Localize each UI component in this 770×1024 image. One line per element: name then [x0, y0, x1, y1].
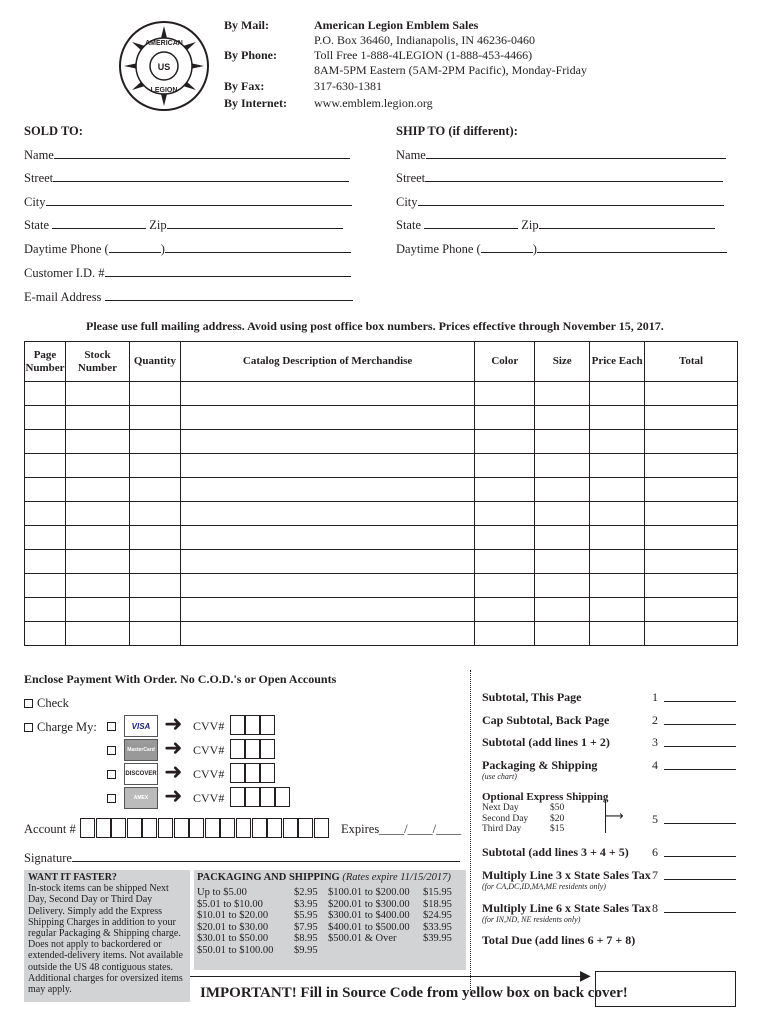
shipping-chart-cell: $7.95	[294, 921, 318, 933]
price-each-cell[interactable]	[590, 526, 645, 550]
total-cell[interactable]	[645, 454, 738, 478]
shipping-chart-cell: $39.95	[423, 933, 452, 944]
discover-cvv-box-2[interactable]	[245, 763, 260, 783]
price-each-cell[interactable]	[590, 454, 645, 478]
shipping-chart-cell: $30.01 to $50.00	[197, 933, 269, 944]
subtotal-lines-1-2-label: Subtotal (add lines 1 + 2)	[482, 735, 610, 749]
total-cell[interactable]	[645, 574, 738, 598]
size-cell[interactable]	[535, 622, 590, 646]
stock-number-cell[interactable]	[65, 454, 129, 478]
internet-value: www.emblem.legion.org	[314, 96, 433, 110]
discover-card-icon: DISCOVER	[124, 763, 158, 785]
stock-number-cell[interactable]	[65, 574, 129, 598]
total-cell[interactable]	[645, 502, 738, 526]
quantity-cell[interactable]	[129, 478, 180, 502]
american-legion-emblem	[118, 20, 210, 112]
source-code-box[interactable]	[595, 971, 736, 1007]
sold-to-state-label: State	[24, 218, 49, 232]
size-cell[interactable]	[535, 526, 590, 550]
page-number-cell[interactable]	[25, 550, 66, 574]
page-number-cell[interactable]	[25, 622, 66, 646]
line-6-number: 6	[652, 845, 658, 859]
visa-card-icon: VISA	[124, 715, 158, 737]
account-digit-box[interactable]	[127, 818, 142, 838]
price-each-cell[interactable]	[590, 478, 645, 502]
check-checkbox[interactable]	[24, 699, 33, 708]
stock-number-cell[interactable]	[65, 382, 129, 406]
size-cell[interactable]	[535, 454, 590, 478]
description-cell[interactable]	[180, 430, 474, 454]
shipping-chart-cell: $20.01 to $30.00	[197, 921, 269, 933]
account-digit-box[interactable]	[142, 818, 157, 838]
sold-to-city-field[interactable]	[24, 195, 352, 210]
account-digit-box[interactable]	[267, 818, 282, 838]
ship-to-heading: SHIP TO (if different):	[396, 124, 518, 138]
express-shipping-heading: Optional Express Shipping	[482, 791, 609, 803]
express-price: $50	[550, 803, 565, 813]
shipping-chart-cell: $50.01 to $100.00	[197, 944, 274, 956]
description-cell[interactable]	[180, 454, 474, 478]
color-cell[interactable]	[475, 502, 535, 526]
discover-cvv-label: CVV#	[193, 767, 225, 781]
mastercard-card-icon: MasterCard	[124, 739, 158, 761]
email-label: E-mail Address	[24, 290, 102, 304]
account-digit-box[interactable]	[314, 818, 329, 838]
check-label: Check	[37, 696, 69, 710]
size-cell[interactable]	[535, 550, 590, 574]
table-row	[25, 430, 738, 454]
table-row	[25, 574, 738, 598]
page-number-cell[interactable]	[25, 478, 66, 502]
phone-line1: Toll Free 1-888-4LEGION (1-888-453-4466)	[314, 48, 533, 62]
sold-to-phone-field[interactable]	[24, 242, 351, 257]
multiply-line-3-note: (for CA,DC,ID,MA,ME residents only)	[482, 882, 606, 891]
line-7-number: 7	[652, 868, 658, 882]
check-option[interactable]	[24, 696, 69, 711]
signature-field[interactable]	[24, 851, 460, 866]
size-cell[interactable]	[535, 502, 590, 526]
ship-to-phone-field[interactable]	[396, 242, 727, 257]
sold-to-heading: SOLD TO:	[24, 124, 83, 138]
shipping-chart-cell: $3.95	[294, 898, 318, 910]
shipping-chart-note: (Rates expire 11/15/2017)	[342, 872, 451, 883]
line-8-field[interactable]	[664, 912, 736, 913]
page-number-cell[interactable]	[25, 406, 66, 430]
page-number-cell[interactable]	[25, 454, 66, 478]
header-price-each: Price Each	[590, 342, 645, 382]
sold-to-name-label: Name	[24, 148, 54, 162]
stock-number-cell[interactable]	[65, 622, 129, 646]
express-price: $15	[550, 824, 565, 834]
header-description: Catalog Description of Merchandise	[180, 342, 474, 382]
stock-number-cell[interactable]	[65, 526, 129, 550]
shipping-chart-cell: $10.01 to $20.00	[197, 910, 269, 921]
mastercard-cvv-box-2[interactable]	[245, 739, 260, 759]
page-number-cell[interactable]	[25, 502, 66, 526]
subtotal-lines-3-4-5-label: Subtotal (add lines 3 + 4 + 5)	[482, 845, 629, 859]
total-cell[interactable]	[645, 526, 738, 550]
shipping-ranges-col2	[328, 887, 410, 945]
table-row	[25, 526, 738, 550]
total-cell[interactable]	[645, 478, 738, 502]
arrow-right-icon: ⟶	[605, 809, 624, 824]
by-mail-label: By Mail:	[224, 18, 269, 32]
size-cell[interactable]	[535, 598, 590, 622]
visa-cvv-box-1[interactable]	[230, 715, 245, 735]
shipping-chart-cell: $200.01 to $300.00	[328, 898, 410, 910]
stock-number-cell[interactable]	[65, 406, 129, 430]
arrow-right-icon: ➜	[164, 736, 183, 761]
page-number-cell[interactable]	[25, 574, 66, 598]
account-digit-box[interactable]	[189, 818, 204, 838]
important-notice: IMPORTANT! Fill in Source Code from yellow box on back cover!	[200, 985, 628, 1001]
ship-to-zip-label: Zip	[521, 218, 539, 232]
description-cell[interactable]	[180, 382, 474, 406]
arrow-right-icon: ➜	[164, 760, 183, 785]
email-field[interactable]	[24, 290, 353, 305]
line-5-number: 5	[652, 812, 658, 826]
color-cell[interactable]	[475, 454, 535, 478]
shipping-chart-cell: $500.01 & Over	[328, 933, 397, 944]
multiply-line-6-note: (for IN,ND, NE residents only)	[482, 915, 581, 924]
express-shipping-table	[482, 803, 564, 835]
sold-to-name-field[interactable]	[24, 148, 350, 163]
quantity-cell[interactable]	[129, 454, 180, 478]
stock-number-cell[interactable]	[65, 430, 129, 454]
customer-id-label: Customer I.D. #	[24, 266, 105, 280]
account-digit-box[interactable]	[158, 818, 173, 838]
discover-cvv-box-1[interactable]	[230, 763, 245, 783]
quantity-cell[interactable]	[129, 574, 180, 598]
description-cell[interactable]	[180, 502, 474, 526]
by-internet-label: By Internet:	[224, 96, 287, 110]
arrow-right-icon: ▶	[580, 968, 591, 984]
stock-number-cell[interactable]	[65, 550, 129, 574]
color-cell[interactable]	[475, 526, 535, 550]
arrow-right-icon: ➜	[164, 784, 183, 809]
color-cell[interactable]	[475, 598, 535, 622]
price-each-cell[interactable]	[590, 430, 645, 454]
line-5-field[interactable]	[664, 823, 736, 824]
shipping-chart-cell: Up to $5.00	[197, 887, 247, 898]
size-cell[interactable]	[535, 406, 590, 430]
shipping-chart-cell: $8.95	[294, 933, 318, 944]
multiply-line-6-label: Multiply Line 6 x State Sales Tax	[482, 901, 651, 915]
table-row	[25, 406, 738, 430]
shipping-chart-cell: $2.95	[294, 887, 318, 898]
expires-field[interactable]: Expires____/____/____	[341, 822, 462, 836]
table-row	[25, 382, 738, 406]
color-cell[interactable]	[475, 478, 535, 502]
account-digit-box[interactable]	[298, 818, 313, 838]
amex-cvv-box-3[interactable]	[260, 787, 275, 807]
quantity-cell[interactable]	[129, 382, 180, 406]
express-label: Next Day	[482, 803, 519, 813]
amex-card-icon: AMEX	[124, 787, 158, 809]
total-cell[interactable]	[645, 622, 738, 646]
price-each-cell[interactable]	[590, 502, 645, 526]
ship-to-state-label: State	[396, 218, 421, 232]
shipping-chart-cell: $9.95	[294, 944, 318, 956]
by-fax-label: By Fax:	[224, 79, 265, 93]
sold-to-city-label: City	[24, 195, 46, 209]
table-row	[25, 550, 738, 574]
ship-to-street-field[interactable]	[396, 171, 723, 186]
description-cell[interactable]	[180, 478, 474, 502]
account-digit-box[interactable]	[252, 818, 267, 838]
express-label: Third Day	[482, 824, 522, 834]
mastercard-cvv-box-1[interactable]	[230, 739, 245, 759]
size-cell[interactable]	[535, 430, 590, 454]
express-row-second-day	[482, 814, 564, 825]
svg-text:AMERICAN: AMERICAN	[145, 40, 183, 47]
svg-text:US: US	[157, 62, 171, 72]
mail-line1: American Legion Emblem Sales	[314, 18, 479, 32]
order-table	[24, 341, 738, 646]
shipping-prices-col2	[423, 887, 452, 945]
shipping-chart-cell: $18.95	[423, 898, 452, 910]
table-row	[25, 622, 738, 646]
shipping-prices-col1	[294, 887, 318, 956]
signature-label: Signature	[24, 851, 72, 865]
color-cell[interactable]	[475, 550, 535, 574]
ship-to-name-label: Name	[396, 148, 426, 162]
stock-number-cell[interactable]	[65, 478, 129, 502]
shipping-chart-cell: $5.95	[294, 910, 318, 921]
sold-to-zip-label: Zip	[149, 218, 167, 232]
color-cell[interactable]	[475, 382, 535, 406]
by-phone-label: By Phone:	[224, 48, 278, 62]
color-cell[interactable]	[475, 406, 535, 430]
ship-to-city-field[interactable]	[396, 195, 724, 210]
size-cell[interactable]	[535, 382, 590, 406]
express-price: $20	[550, 813, 565, 824]
line-8-number: 8	[652, 901, 658, 915]
description-cell[interactable]	[180, 526, 474, 550]
account-digit-box[interactable]	[96, 818, 111, 838]
customer-id-field[interactable]	[24, 266, 351, 281]
description-cell[interactable]	[180, 574, 474, 598]
page-number-cell[interactable]	[25, 430, 66, 454]
header-page-number: Page Number	[25, 342, 66, 382]
shipping-chart-heading	[197, 872, 451, 883]
sold-to-phone-close: )	[160, 242, 165, 256]
total-due-label: Total Due (add lines 6 + 7 + 8)	[482, 933, 636, 947]
price-each-cell[interactable]	[590, 406, 645, 430]
price-each-cell[interactable]	[590, 574, 645, 598]
description-cell[interactable]	[180, 550, 474, 574]
line-2-number: 2	[652, 713, 658, 727]
total-cell[interactable]	[645, 430, 738, 454]
amex-cvv-box-4[interactable]	[275, 787, 290, 807]
cap-subtotal-label: Cap Subtotal, Back Page	[482, 713, 610, 727]
amex-cvv-label: CVV#	[193, 791, 225, 805]
total-cell[interactable]	[645, 406, 738, 430]
shipping-chart-cell: $24.95	[423, 910, 452, 921]
express-row-next-day	[482, 803, 564, 814]
visa-cvv-box-2[interactable]	[245, 715, 260, 735]
price-each-cell[interactable]	[590, 382, 645, 406]
line-4-field[interactable]	[664, 769, 736, 770]
want-it-faster-box	[24, 870, 190, 1002]
line-4-number: 4	[652, 758, 658, 772]
discover-cvv-box-3[interactable]	[260, 763, 275, 783]
visa-cvv-label: CVV#	[193, 719, 225, 733]
quantity-cell[interactable]	[129, 430, 180, 454]
header-stock-number: Stock Number	[65, 342, 129, 382]
total-cell[interactable]	[645, 598, 738, 622]
quantity-cell[interactable]	[129, 502, 180, 526]
table-row	[25, 502, 738, 526]
description-cell[interactable]	[180, 598, 474, 622]
header-size: Size	[535, 342, 590, 382]
color-cell[interactable]	[475, 622, 535, 646]
quantity-cell[interactable]	[129, 550, 180, 574]
shipping-chart-cell: $33.95	[423, 921, 452, 933]
line-3-number: 3	[652, 735, 658, 749]
mastercard-cvv-label: CVV#	[193, 743, 225, 757]
page-number-cell[interactable]	[25, 526, 66, 550]
multiply-line-3-label: Multiply Line 3 x State Sales Tax	[482, 868, 651, 882]
fax-value: 317-630-1381	[314, 79, 382, 93]
stock-number-cell[interactable]	[65, 598, 129, 622]
color-cell[interactable]	[475, 574, 535, 598]
header-color: Color	[475, 342, 535, 382]
table-row	[25, 478, 738, 502]
table-row	[25, 454, 738, 478]
total-cell[interactable]	[645, 382, 738, 406]
price-each-cell[interactable]	[590, 622, 645, 646]
charge-checkbox[interactable]	[24, 723, 33, 732]
amex-cvv-box-2[interactable]	[245, 787, 260, 807]
mastercard-checkbox[interactable]	[107, 746, 116, 755]
quantity-cell[interactable]	[129, 406, 180, 430]
payment-heading: Enclose Payment With Order. No C.O.D.'s or Open Accounts	[24, 672, 337, 686]
color-cell[interactable]	[475, 430, 535, 454]
account-digit-box[interactable]	[205, 818, 220, 838]
account-label: Account #	[24, 822, 76, 836]
account-digit-box[interactable]	[236, 818, 251, 838]
table-row	[25, 598, 738, 622]
section-divider	[470, 670, 471, 990]
mail-line2: P.O. Box 36460, Indianapolis, IN 46236-0460	[314, 33, 535, 47]
arrow-right-icon: ➜	[164, 712, 183, 737]
price-each-cell[interactable]	[590, 598, 645, 622]
address-notice: Please use full mailing address. Avoid using post office box numbers. Prices effective through November 15, 2017.	[86, 319, 664, 333]
description-cell[interactable]	[180, 406, 474, 430]
shipping-chart-cell: $15.95	[423, 887, 452, 898]
want-it-faster-heading: WANT IT FASTER?	[28, 872, 117, 883]
shipping-chart	[194, 870, 466, 970]
visa-checkbox[interactable]	[107, 722, 116, 731]
amex-checkbox[interactable]	[107, 794, 116, 803]
shipping-chart-cell: $300.01 to $400.00	[328, 910, 410, 921]
line-6-field[interactable]	[664, 856, 736, 857]
packaging-shipping-label: Packaging & Shipping	[482, 758, 598, 772]
svg-text:LEGION: LEGION	[150, 87, 178, 94]
line-1-number: 1	[652, 690, 658, 704]
ship-to-state-zip-field[interactable]	[396, 218, 715, 233]
account-digit-box[interactable]	[80, 818, 95, 838]
subtotal-this-page-label: Subtotal, This Page	[482, 690, 582, 704]
phone-line2: 8AM-5PM Eastern (5AM-2PM Pacific), Monday-Friday	[314, 63, 587, 77]
quantity-cell[interactable]	[129, 526, 180, 550]
shipping-chart-cell: $400.01 to $500.00	[328, 921, 410, 933]
packaging-shipping-note: (use chart)	[482, 772, 517, 781]
line-7-field[interactable]	[664, 879, 736, 880]
express-row-third-day	[482, 824, 564, 835]
account-digit-box[interactable]	[111, 818, 126, 838]
express-label: Second Day	[482, 813, 529, 824]
price-each-cell[interactable]	[590, 550, 645, 574]
sold-to-state-zip-field[interactable]	[24, 218, 343, 233]
account-digit-box[interactable]	[283, 818, 298, 838]
header-total: Total	[645, 342, 738, 382]
ship-to-name-field[interactable]	[396, 148, 726, 163]
sold-to-phone-label: Daytime Phone (	[24, 242, 109, 256]
account-digit-box[interactable]	[220, 818, 235, 838]
shipping-chart-cell: $5.01 to $10.00	[197, 898, 263, 910]
shipping-chart-cell: $100.01 to $200.00	[328, 887, 410, 898]
important-arrow-line	[190, 976, 585, 977]
ship-to-phone-label: Daytime Phone (	[396, 242, 481, 256]
ship-to-phone-close: )	[532, 242, 537, 256]
size-cell[interactable]	[535, 478, 590, 502]
shipping-ranges-col1	[197, 887, 273, 956]
total-cell[interactable]	[645, 550, 738, 574]
quantity-cell[interactable]	[129, 598, 180, 622]
want-it-faster-body: In-stock items can be shipped Next Day, Second Day or Third Day Delivery. Simply add the Express Shipping Charges in addition to your regular Packaging & Shipping charge. Does not apply to backordered or extended-delivery items. Not available outside the US 48 contiguous states. Additional charges for oversized items may apply.	[28, 883, 183, 996]
line-3-field[interactable]	[664, 746, 736, 747]
ship-to-street-label: Street	[396, 171, 426, 185]
order-table-header-row	[25, 342, 738, 382]
mastercard-cvv-box-3[interactable]	[260, 739, 275, 759]
page-number-cell[interactable]	[25, 382, 66, 406]
description-cell[interactable]	[180, 622, 474, 646]
page-number-cell[interactable]	[25, 598, 66, 622]
shipping-chart-title: PACKAGING AND SHIPPING	[197, 872, 340, 883]
line-2-field[interactable]	[664, 724, 736, 725]
stock-number-cell[interactable]	[65, 502, 129, 526]
discover-checkbox[interactable]	[107, 770, 116, 779]
charge-label: Charge My:	[37, 720, 97, 734]
quantity-cell[interactable]	[129, 622, 180, 646]
amex-cvv-box-1[interactable]	[230, 787, 245, 807]
ship-to-city-label: City	[396, 195, 418, 209]
line-1-field[interactable]	[664, 701, 736, 702]
size-cell[interactable]	[535, 574, 590, 598]
sold-to-street-label: Street	[24, 171, 54, 185]
account-digit-box[interactable]	[174, 818, 189, 838]
charge-option[interactable]	[24, 720, 97, 735]
sold-to-street-field[interactable]	[24, 171, 349, 186]
header-quantity: Quantity	[129, 342, 180, 382]
visa-cvv-box-3[interactable]	[260, 715, 275, 735]
